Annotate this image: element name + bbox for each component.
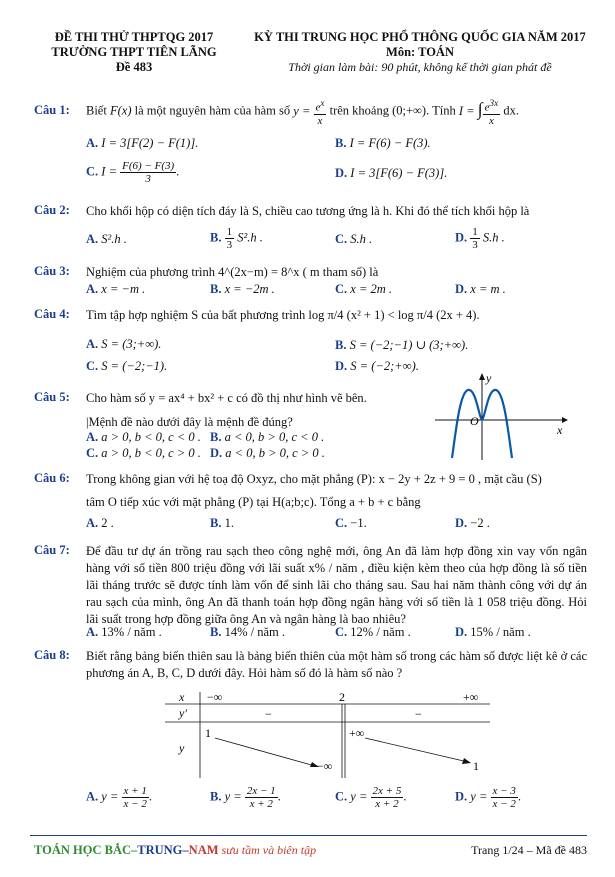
- option-letter: A.: [86, 232, 99, 246]
- q4-option-b[interactable]: [335, 337, 468, 353]
- q2-option-c[interactable]: [335, 232, 372, 247]
- q2-option-a[interactable]: [86, 232, 127, 247]
- option-letter: C.: [86, 164, 99, 179]
- header-left: [34, 30, 234, 75]
- option-text: −1.: [350, 516, 367, 530]
- option-text: S.h .: [482, 230, 505, 245]
- option-letter: C.: [335, 232, 348, 246]
- option-letter: D.: [455, 789, 468, 804]
- option-letter: B.: [210, 789, 222, 804]
- q8-option-b[interactable]: B. y = $\frac{2x - 1}{x + 2}$ .: [210, 785, 281, 810]
- table-x-two: 2: [339, 690, 345, 704]
- option-letter: C.: [86, 359, 99, 373]
- q1-text-b: F(x): [109, 103, 132, 118]
- option-letter: C.: [335, 625, 348, 639]
- q5-option-d[interactable]: [210, 446, 325, 461]
- q4-option-a[interactable]: [86, 337, 161, 352]
- q5-option-c[interactable]: [86, 446, 201, 461]
- option-text: I = 3[F(2) − F(1)].: [101, 136, 199, 150]
- q8-option-a[interactable]: A. y = $\frac{x + 1}{x - 2}$ .: [86, 785, 152, 810]
- option-text: S = (−2;−1).: [101, 359, 168, 373]
- option-text: a < 0, b > 0, c < 0 .: [224, 430, 325, 444]
- q1-option-b[interactable]: [335, 136, 431, 151]
- question-2-label: Câu 2:: [34, 203, 70, 217]
- option-text: 1.: [224, 516, 234, 530]
- fraction-numerator: x − 3: [492, 785, 516, 797]
- option-letter: A.: [86, 625, 99, 639]
- table-y-one-left: 1: [205, 726, 211, 740]
- fraction-numerator: F(6) − F(3): [122, 160, 175, 172]
- q3-option-a[interactable]: [86, 282, 145, 297]
- q6-option-c[interactable]: [335, 516, 367, 531]
- q1-integral: I = ∫ $\frac{e^{3x}}{x}$: [458, 98, 499, 127]
- q7-option-c[interactable]: [335, 625, 411, 640]
- option-letter: D.: [335, 166, 348, 180]
- q5-option-a[interactable]: [86, 430, 201, 445]
- q1-function: y = $\frac{e^x}{x}$: [293, 98, 325, 127]
- option-letter: B.: [210, 430, 222, 444]
- q4-option-d[interactable]: [335, 359, 419, 374]
- option-letter: A.: [86, 282, 99, 296]
- option-letter: B.: [210, 516, 222, 530]
- table-yprime-label: y′: [179, 706, 187, 720]
- option-letter: A.: [86, 516, 99, 530]
- brand-part-1: TOÁN HỌC BẮC–: [34, 843, 138, 857]
- table-sign-left: −: [265, 707, 272, 721]
- q1-text-c: là một nguyên hàm của hàm số: [134, 103, 291, 118]
- option-text: S = (−2;+∞).: [350, 359, 419, 373]
- q8-option-d[interactable]: D. y = $\frac{x - 3}{x - 2}$ .: [455, 785, 521, 810]
- option-letter: A.: [86, 337, 99, 351]
- option-text: I = F(6) − F(3).: [349, 136, 431, 150]
- option-letter: C.: [86, 446, 99, 460]
- option-letter: D.: [335, 359, 348, 373]
- table-sign-right: −: [415, 707, 422, 721]
- question-5-subtext: |Mệnh đề nào dưới đây là mệnh đề đúng?: [86, 415, 293, 429]
- option-letter: A.: [86, 136, 99, 150]
- fraction-denominator: 3: [145, 173, 151, 185]
- table-y-one-right: 1: [473, 759, 479, 773]
- table-minus-infinity: −∞: [207, 690, 223, 704]
- option-text: I = 3[F(6) − F(3)].: [350, 166, 448, 180]
- q6-option-b[interactable]: [210, 516, 234, 531]
- fraction-numerator: x + 1: [123, 785, 147, 797]
- option-text: 2 .: [101, 516, 114, 530]
- q7-option-b[interactable]: [210, 625, 285, 640]
- q3-option-b[interactable]: [210, 282, 275, 297]
- option-text: a > 0, b < 0, c > 0 .: [101, 446, 201, 460]
- option-letter: B.: [335, 136, 347, 150]
- option-letter: B.: [210, 282, 222, 296]
- option-text: 15% / năm .: [470, 625, 531, 639]
- exam-code: Đề 483: [115, 60, 153, 74]
- graph-origin-label: O: [470, 414, 479, 428]
- option-letter: C.: [335, 789, 348, 804]
- brand-part-3: NAM: [188, 843, 219, 857]
- option-text: 13% / năm .: [101, 625, 162, 639]
- option-text: x = m .: [470, 282, 506, 296]
- question-5-label: Câu 5:: [34, 390, 70, 404]
- table-y-minus-infinity: −∞: [317, 759, 333, 773]
- option-text: x = −2m .: [224, 282, 275, 296]
- question-6-label: Câu 6:: [34, 471, 70, 485]
- table-x-label: x: [179, 690, 185, 704]
- option-text: a < 0, b > 0, c > 0 .: [225, 446, 325, 460]
- fraction-denominator: x + 2: [249, 798, 273, 810]
- q5-option-b[interactable]: [210, 430, 324, 445]
- question-1-label: Câu 1:: [34, 103, 70, 117]
- brand-part-4: sưu tầm và biên tập: [218, 843, 317, 857]
- q1-option-c[interactable]: C. I = $\frac{F(6) - F(3)}{3}$ .: [86, 160, 180, 185]
- option-text: S.h .: [350, 232, 373, 246]
- question-8-label: Câu 8:: [34, 648, 70, 662]
- q1-option-a[interactable]: [86, 136, 198, 151]
- option-text: 12% / năm .: [350, 625, 411, 639]
- fraction-numerator: 2x − 1: [246, 785, 276, 797]
- page-number: Trang 1/24 – Mã đề 483: [471, 843, 587, 857]
- school-exam-title: ĐỀ THI THỬ THPTQG 2017: [54, 30, 214, 44]
- question-6-line1: Trong không gian với hệ toạ độ Oxyz, cho mặt phẳng (P): x − 2y + 2z + 9 = 0 , mặt cầu (S): [86, 472, 542, 486]
- option-text: x = 2m .: [350, 282, 393, 296]
- option-letter: B.: [210, 230, 222, 245]
- question-6-line2: tâm O tiếp xúc với mặt phẳng (P) tại H(a;b;c). Tổng a + b + c bằng: [86, 495, 421, 509]
- header-right: [250, 30, 590, 75]
- option-text: I =: [101, 164, 118, 179]
- question-8-text: Biết rằng bảng biến thiên sau là bảng biến thiên của một hàm số trong các hàm số được liệt kê ở các phương án A, B, C, D dưới đây. Hỏi hàm số đó là hàm số nào ?: [86, 649, 587, 680]
- question-4-label: Câu 4:: [34, 307, 70, 321]
- option-text: S².h .: [237, 230, 263, 245]
- option-letter: D.: [455, 625, 468, 639]
- question-2-text: Cho khối hộp có diện tích đáy là S, chiều cao tương ứng là h. Khi đó thể tích khối hộp là: [86, 204, 530, 218]
- question-7-label: Câu 7:: [34, 543, 70, 557]
- q2-option-d[interactable]: D. $\frac{1}{3}$ S.h .: [455, 226, 505, 251]
- option-letter: C.: [335, 516, 348, 530]
- option-text: 14% / năm .: [224, 625, 286, 639]
- question-4-text: Tìm tập hợp nghiệm S của bất phương trình log π/4 (x² + 1) < log π/4 (2x + 4).: [86, 308, 480, 322]
- brand-part-2: TRUNG–: [137, 843, 189, 857]
- q1-option-d[interactable]: [335, 166, 447, 181]
- option-text: S².h .: [101, 232, 127, 246]
- table-plus-infinity: +∞: [463, 690, 479, 704]
- q1-text-a: Biết: [86, 103, 107, 118]
- option-text: S = (3;+∞).: [101, 337, 162, 351]
- option-letter: D.: [455, 230, 468, 245]
- option-letter: D.: [455, 516, 468, 530]
- exam-duration: Thời gian làm bài: 90 phút, không kể thời gian phát đề: [288, 60, 552, 74]
- fraction-denominator: x − 2: [492, 798, 516, 810]
- q8-option-c[interactable]: C. y = $\frac{2x + 5}{x + 2}$ .: [335, 785, 407, 810]
- fraction-denominator: x − 2: [123, 798, 147, 810]
- table-y-label: y: [179, 741, 185, 755]
- option-letter: B.: [335, 338, 347, 352]
- q6-option-d[interactable]: [455, 516, 490, 531]
- national-exam-title: KỲ THI TRUNG HỌC PHỔ THÔNG QUỐC GIA NĂM 2017: [254, 30, 586, 44]
- graph-y-label: y: [486, 371, 492, 385]
- option-text: x = −m .: [101, 282, 146, 296]
- question-1-text: [86, 97, 587, 127]
- q1-text-e: (0;+∞). Tính: [392, 103, 456, 118]
- q3-option-d[interactable]: [455, 282, 506, 297]
- school-name: TRƯỜNG THPT TIÊN LÃNG: [51, 45, 217, 59]
- fraction-denominator: x + 2: [375, 798, 399, 810]
- option-letter: A.: [86, 430, 99, 444]
- question-7-text: Để đầu tư dự án trồng rau sạch theo công nghệ mới, ông An đã làm hợp đồng xin vay vốn ngân hàng với số tiền 800 triệu đồng với lãi suất x% / năm , điều kiện kèm theo của hợp đồng là số tiền lãi tháng trước sẽ được tính làm vốn để sinh lãi cho tháng sau. Sau hai năm thành công với dự án rau sạch của mình, ông An đã thanh toán hợp đồng ngân hàng với số tiền là 1 058 triệu đồng. Hỏi lãi suất trong hợp đồng giữa ông An và ngân hàng là bao nhiêu?: [86, 544, 587, 626]
- q4-option-c[interactable]: [86, 359, 167, 374]
- option-text: S = (−2;−1) ∪ (3;+∞).: [349, 338, 469, 352]
- option-text: −2 .: [470, 516, 490, 530]
- option-letter: D.: [455, 282, 468, 296]
- question-3-text: Nghiệm của phương trình 4^(2x−m) = 8^x ( m tham số) là: [86, 265, 379, 279]
- footer-brand: [34, 843, 316, 858]
- subject: Môn: TOÁN: [386, 45, 454, 59]
- q1-text-f: dx.: [503, 103, 519, 118]
- table-y-plus-infinity: +∞: [349, 726, 365, 740]
- q6-option-a[interactable]: [86, 516, 114, 531]
- question-5-text: Cho hàm số y = ax⁴ + bx² + c có đồ thị như hình vẽ bên.: [86, 391, 367, 405]
- option-letter: A.: [86, 789, 99, 804]
- option-text: a > 0, b < 0, c < 0 .: [101, 430, 201, 444]
- q3-option-c[interactable]: [335, 282, 392, 297]
- q5-function-graph: [430, 370, 580, 462]
- q7-option-a[interactable]: [86, 625, 162, 640]
- option-letter: D.: [210, 446, 223, 460]
- q7-option-d[interactable]: [455, 625, 531, 640]
- option-letter: C.: [335, 282, 348, 296]
- fraction-numerator: 2x + 5: [372, 785, 402, 797]
- option-letter: B.: [210, 625, 222, 639]
- question-3-label: Câu 3:: [34, 264, 70, 278]
- graph-x-label: x: [557, 423, 563, 437]
- q1-text-d: trên khoảng: [329, 103, 389, 118]
- footer-divider: [30, 835, 587, 836]
- q2-option-b[interactable]: B. $\frac{1}{3}$ S².h .: [210, 226, 263, 251]
- variation-table: [165, 690, 490, 778]
